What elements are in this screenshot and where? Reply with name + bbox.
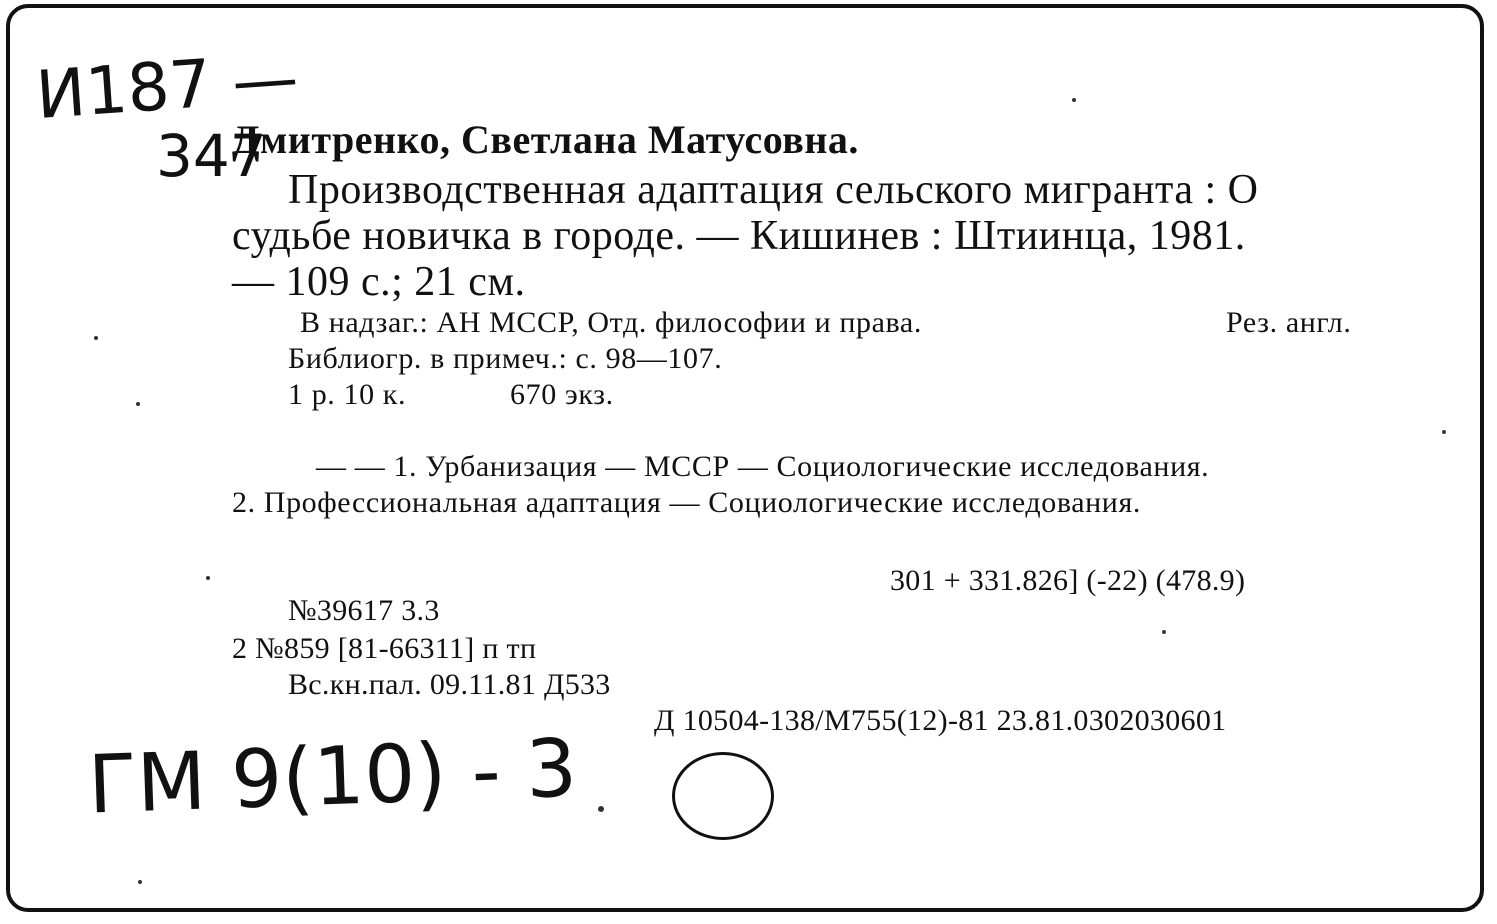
title-line-3: — 109 с.; 21 см. <box>232 259 526 305</box>
note-line-1: В надзаг.: АН МССР, Отд. философии и права. <box>300 306 922 339</box>
number-line: №39617 3.3 <box>288 594 440 627</box>
speck <box>206 576 210 580</box>
title-line-1: Производственная адаптация сельского мигранта : О <box>288 167 1259 213</box>
author-heading: Дмитренко, Светлана Матусовна. <box>232 117 859 162</box>
speck <box>94 336 98 340</box>
subjects-line-1: — — 1. Урбанизация — МССР — Социологические исследования. <box>316 450 1210 483</box>
handwritten-shelf-code: ГМ 9(10) - 3 <box>86 721 579 832</box>
speck <box>136 402 140 406</box>
speck <box>598 806 604 812</box>
note-line-2: Библиогр. в примеч.: с. 98—107. <box>288 342 723 375</box>
price: 1 р. 10 к. <box>288 378 407 411</box>
classification: 301 + 331.826] (-22) (478.9) <box>890 564 1246 597</box>
speck <box>138 880 142 884</box>
index-line: Д 10504-138/М755(12)-81 23.81.0302030601 <box>654 704 1227 737</box>
copies: 670 экз. <box>510 378 614 411</box>
stamp-circle <box>672 752 774 840</box>
record-number: 2 №859 [81-66311] п тп <box>232 632 537 665</box>
speck <box>1162 630 1166 634</box>
subjects-line-2: 2. Профессиональная адаптация — Социологические исследования. <box>232 486 1141 519</box>
handwritten-call-number-top: И187 — <box>33 38 301 135</box>
speck <box>1442 430 1446 434</box>
handwritten-call-number-bottom: 347 <box>156 122 267 190</box>
speck <box>1072 98 1076 102</box>
chamber-line: Вс.кн.пал. 09.11.81 Д533 <box>288 668 611 701</box>
note-line-1-summary: Рез. англ. <box>1226 306 1352 339</box>
title-line-2: судьбе новичка в городе. — Кишинев : Штиинца, 1981. <box>232 213 1246 259</box>
